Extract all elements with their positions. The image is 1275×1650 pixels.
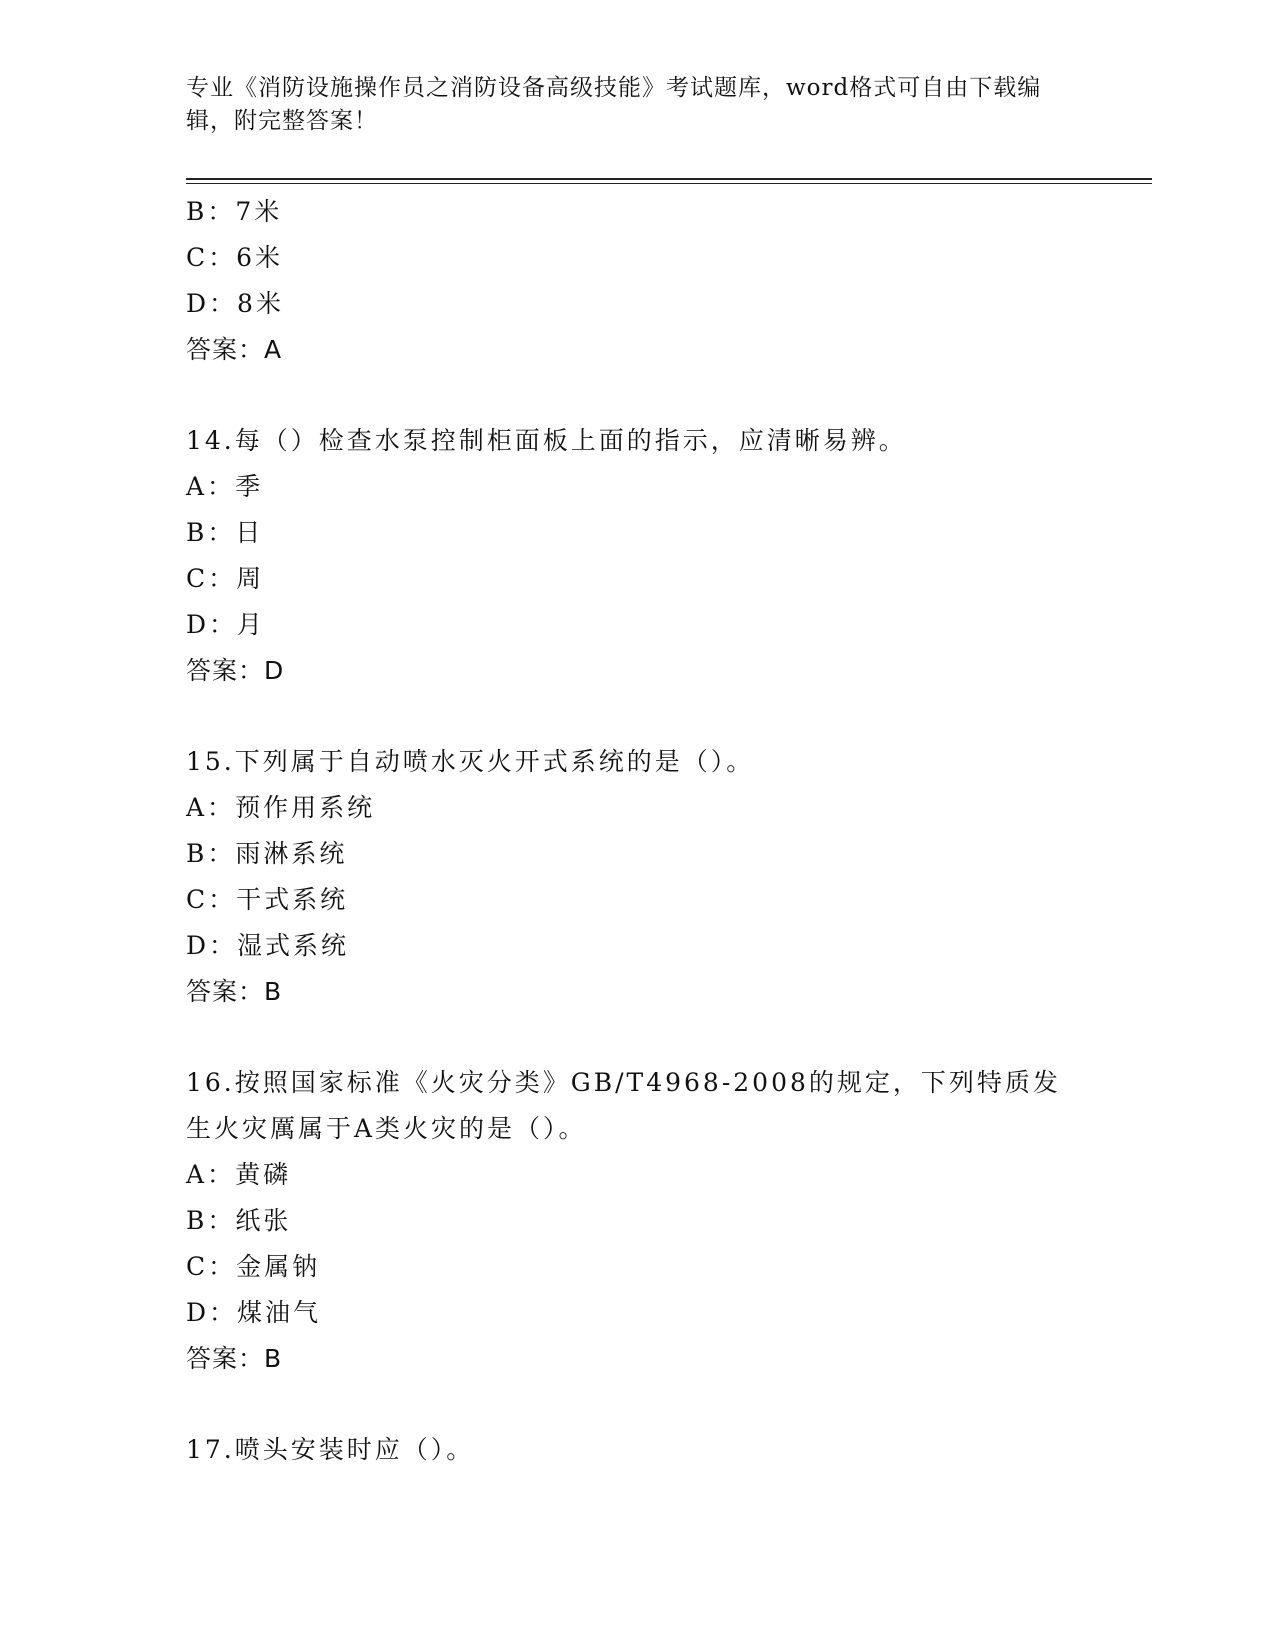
option-b: B：纸张 <box>186 1206 292 1235</box>
option-d: D：8米 <box>186 289 284 318</box>
option-c: C：周 <box>186 564 265 593</box>
option-a: A：季 <box>186 472 264 501</box>
answer-line: 答案：D <box>186 656 285 685</box>
option-b: B：7米 <box>186 197 283 226</box>
option-c: C：金属钠 <box>186 1252 321 1281</box>
option-c: C：干式系统 <box>186 885 349 914</box>
answer-line: 答案：B <box>186 1344 283 1373</box>
page-header: 专业《消防设施操作员之消防设备高级技能》考试题库，word格式可自由下载编辑，附完整答案！ <box>186 75 1042 134</box>
question-stem: 14.每（）检查水泵控制柜面板上面的指示，应清晰易辨。 <box>186 426 907 455</box>
option-c: C：6米 <box>186 243 284 272</box>
question-13-continued <box>186 189 1086 373</box>
question-15 <box>186 739 1086 1015</box>
option-d: D：月 <box>186 610 266 639</box>
option-d: D：湿式系统 <box>186 931 350 960</box>
header-divider-thick <box>186 178 1152 180</box>
question-list <box>186 189 1086 1473</box>
answer-line: 答案：B <box>186 977 283 1006</box>
option-a: A：黄磷 <box>186 1160 292 1189</box>
question-14 <box>186 418 1086 694</box>
question-16 <box>186 1060 1086 1382</box>
option-b: B：雨淋系统 <box>186 839 348 868</box>
question-stem: 16.按照国家标准《火灾分类》GB/T4968-2008的规定，下列特质发生火灾厲属于A类火灾的是（）。 <box>186 1068 1061 1143</box>
question-stem: 17.喷头安装时应（）。 <box>186 1435 475 1464</box>
header-divider-thin <box>186 183 1152 184</box>
option-a: A：预作用系统 <box>186 793 376 822</box>
option-d: D：煤油气 <box>186 1298 322 1327</box>
question-stem: 15.下列属于自动喷水灭火开式系统的是（）。 <box>186 747 755 776</box>
option-b: B：日 <box>186 518 264 547</box>
question-17 <box>186 1427 1086 1473</box>
answer-line: 答案：A <box>186 335 283 364</box>
